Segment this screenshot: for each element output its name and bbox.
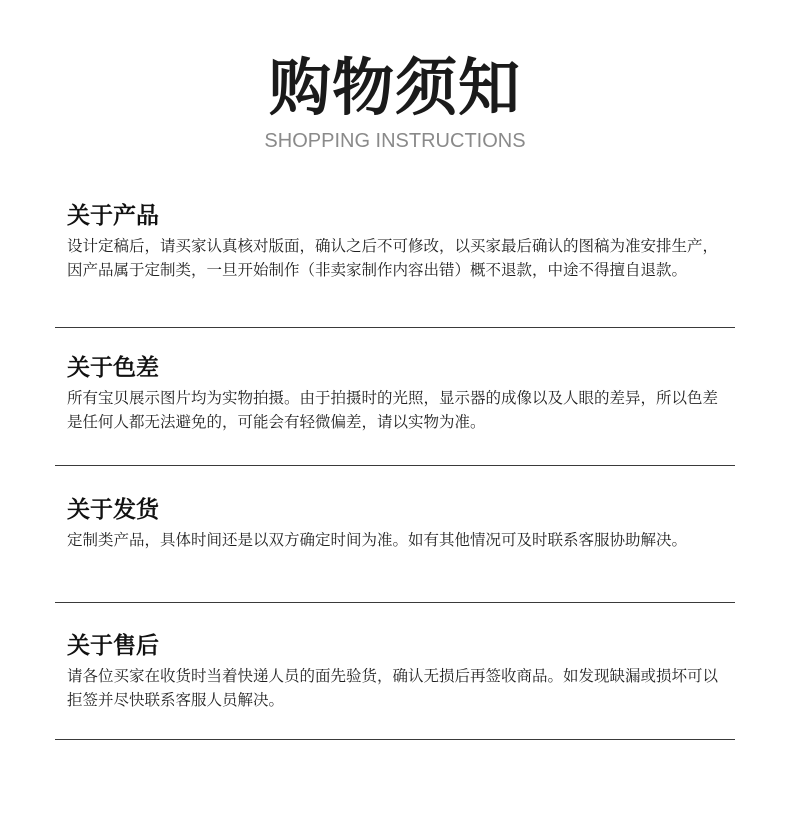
section-title: 关于售后 [67, 633, 159, 659]
section-product [55, 200, 735, 282]
section-color-difference [55, 352, 735, 434]
page-header [0, 50, 790, 154]
section-body: 设计定稿后，请买家认真核对版面，确认之后不可修改，以买家最后确认的图稿为准安排生产，因产品属于定制类，一旦开始制作（非卖家制作内容出错）概不退款，中途不得擅自退款。 [67, 237, 719, 279]
section-divider [55, 465, 735, 466]
section-title: 关于发货 [67, 497, 159, 523]
section-after-sales [55, 630, 735, 712]
page-subtitle: SHOPPING INSTRUCTIONS [264, 130, 526, 152]
page-title: 购物须知 [268, 51, 521, 124]
section-divider [55, 602, 735, 603]
section-divider [55, 739, 735, 740]
section-title: 关于产品 [67, 203, 159, 229]
section-body: 请各位买家在收货时当着快递人员的面先验货，确认无损后再签收商品。如发现缺漏或损坏可以拒签并尽快联系客服人员解决。 [67, 667, 719, 709]
section-title: 关于色差 [67, 355, 159, 381]
section-body: 所有宝贝展示图片均为实物拍摄。由于拍摄时的光照，显示器的成像以及人眼的差异，所以色差是任何人都无法避免的，可能会有轻微偏差，请以实物为准。 [67, 389, 719, 431]
section-body: 定制类产品，具体时间还是以双方确定时间为准。如有其他情况可及时联系客服协助解决。 [67, 531, 688, 549]
section-divider [55, 327, 735, 328]
section-shipping [55, 494, 735, 552]
